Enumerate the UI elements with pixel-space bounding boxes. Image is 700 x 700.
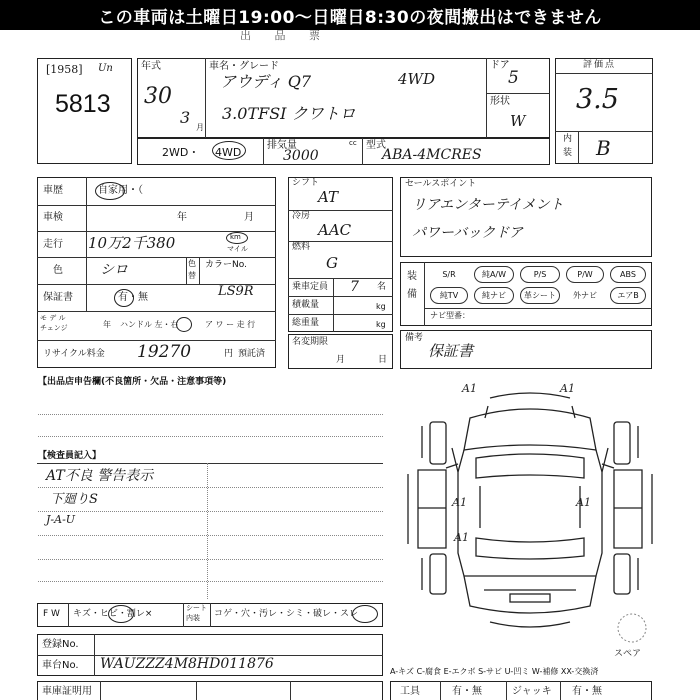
- fw-value: キズ・ヒビ・割レ×: [73, 609, 153, 619]
- equipment-item: 純TV: [430, 287, 468, 304]
- inspector-label: 【検査員記入】: [38, 451, 102, 461]
- title-change-day: 日: [378, 355, 388, 365]
- seat-label-2: 内装: [186, 614, 200, 622]
- sales-points-box: [400, 177, 652, 257]
- shift-value: AT: [318, 188, 339, 206]
- evaluation-label: 評価点: [583, 60, 617, 70]
- shape-value: W: [510, 112, 526, 130]
- drive-2wd: 2WD・: [162, 146, 200, 159]
- recycle-label: リサイクル料金: [43, 349, 105, 359]
- history-label: 車歴: [43, 185, 63, 196]
- equipment-item: P/S: [520, 266, 560, 283]
- inspection-month-unit: 月: [244, 212, 254, 223]
- fuel-value: G: [326, 254, 338, 272]
- sales-point-1: リアエンターテイメント: [412, 197, 564, 213]
- lot-tag: [1958]: [46, 63, 83, 76]
- inspector-note-2: 下廻りS: [50, 492, 98, 507]
- weight-label: 総重量: [292, 318, 320, 328]
- weight-unit: kg: [376, 320, 386, 329]
- drive-system: 4WD: [398, 70, 435, 88]
- inspector-note-3: J-A-U: [46, 513, 76, 526]
- fw-label: F W: [43, 609, 60, 619]
- displacement-unit: cc: [349, 139, 357, 147]
- jack-label: ジャッキ: [512, 686, 552, 697]
- garage-label: 車庫証明用: [42, 686, 92, 697]
- sales-point-2: パワーバックドア: [412, 225, 523, 241]
- grade: 3.0TFSI クワトロ: [222, 104, 356, 123]
- equipment-item: エアB: [610, 287, 646, 304]
- seat-value: コゲ・穴・汚レ・シミ・破レ・スレ: [214, 609, 359, 619]
- color-value: シロ: [100, 262, 128, 278]
- damage-mark-rear-left: A1: [454, 531, 469, 544]
- color-change-1: 色: [188, 259, 196, 268]
- header-title: 出 品 票: [240, 29, 330, 42]
- title-change-label: 名変期限: [292, 337, 329, 347]
- damage-mark-front-right: A1: [560, 382, 575, 395]
- handle-label: ハンドル 左・右: [120, 320, 179, 329]
- equipment-item: 外ナビ: [573, 291, 597, 300]
- capacity-value: 7: [350, 279, 359, 295]
- shift-label: シフト: [292, 178, 320, 188]
- damage-mark-left: A1: [452, 496, 467, 509]
- damage-legend: A-キズ C-腐食 E-エクボ S-サビ U-凹ミ W-補修 XX-交換済: [390, 667, 599, 676]
- equipment-item: S/R: [442, 270, 456, 279]
- warranty-label: 保証書: [43, 292, 73, 303]
- equipment-label-2: 備: [407, 289, 417, 300]
- fw-circle: [108, 605, 134, 623]
- sales-points-label: セールスポイント: [405, 179, 477, 189]
- car-damage-diagram: [400, 378, 665, 668]
- spare-label: スペア: [614, 649, 642, 659]
- load-label: 積載量: [292, 300, 320, 310]
- shape-label: 形状: [490, 96, 510, 107]
- displacement-label: 排気量: [267, 140, 297, 151]
- color-change-2: 替: [188, 271, 196, 280]
- aircon-value: AAC: [318, 221, 352, 239]
- inspection-label: 車検: [43, 212, 63, 223]
- equipment-item: 純A/W: [474, 266, 514, 283]
- inspector-note-1: AT不良 警告表示: [46, 468, 154, 484]
- hour-drive-label: ア ワ ー 走 行: [205, 320, 256, 329]
- color-code-label: カラーNo.: [205, 260, 247, 270]
- model-code-value: ABA-4MCRES: [382, 147, 482, 163]
- model-code-label: 型式: [366, 140, 386, 151]
- fuel-label: 燃料: [292, 242, 311, 252]
- model-change-label-2: チェンジ: [40, 324, 68, 332]
- equipment-item: P/W: [566, 266, 604, 283]
- damage-mark-right: A1: [576, 496, 591, 509]
- year-month-unit: 月: [196, 123, 204, 132]
- notes-label: 備考: [405, 333, 424, 343]
- history-value: 自家用・（: [98, 185, 143, 196]
- aircon-label: 冷房: [292, 211, 311, 221]
- seat-label-1: シート: [186, 604, 207, 612]
- banner-text: この車両は土曜日19:00～日曜日8:30の夜間搬出はできません: [98, 7, 602, 28]
- title-change-month: 月: [336, 355, 346, 365]
- year-value: 30: [144, 84, 172, 109]
- capacity-unit: 名: [377, 282, 387, 292]
- drive-4wd: 4WD: [215, 146, 242, 159]
- model-name: アウディ Q7: [220, 72, 312, 91]
- model-change-year-unit: 年: [103, 320, 111, 329]
- name-label: 車名・グレード: [209, 61, 279, 72]
- lot-tag-suffix: Un: [98, 63, 113, 74]
- mileage-unit-km: km: [230, 233, 241, 241]
- equipment-item: 革シート: [520, 287, 560, 304]
- top-banner: [0, 0, 700, 30]
- notes-value: 保証書: [428, 342, 474, 360]
- lot-number: 5813: [55, 90, 111, 118]
- recycle-value: 19270: [137, 342, 192, 362]
- load-unit: kg: [376, 302, 386, 311]
- equipment-label-1: 装: [407, 271, 417, 282]
- jack-value: 有・無: [572, 686, 602, 697]
- mileage-unit-mile: マイル: [227, 245, 248, 253]
- handle-circle: [176, 317, 192, 332]
- capacity-label: 乗車定員: [292, 282, 329, 292]
- equipment-item: ABS: [610, 266, 646, 283]
- registration-label: 登録No.: [42, 639, 79, 650]
- mileage-label: 走行: [43, 239, 63, 250]
- year-month: 3: [180, 108, 191, 127]
- year-label: 年式: [141, 61, 161, 72]
- interior-label-2: 装: [563, 148, 573, 158]
- door-label: ドア: [490, 60, 510, 71]
- recycle-unit: 円: [224, 349, 234, 359]
- damage-mark-front-left: A1: [462, 382, 477, 395]
- chassis-label: 車台No.: [42, 660, 79, 671]
- model-change-label-1: モ デ ル: [40, 314, 66, 322]
- warranty-value: 有・無: [118, 292, 148, 303]
- interior-label-1: 内: [563, 134, 573, 144]
- recycle-note: 預託済: [238, 349, 266, 359]
- evaluation-score: 3.5: [576, 84, 619, 115]
- interior-score: B: [596, 136, 611, 160]
- door-value: 5: [508, 68, 519, 88]
- mileage-value: 10万2千380: [88, 234, 176, 252]
- dealer-notice: 【出品店申告欄(不良箇所・欠品・注意事項等): [38, 377, 227, 387]
- displacement-value: 3000: [283, 148, 319, 164]
- tools-value: 有・無: [452, 686, 482, 697]
- color-code-value: LS9R: [218, 284, 254, 299]
- inspection-year-unit: 年: [177, 212, 187, 223]
- nav-model-label: ナビ型番：: [430, 311, 470, 320]
- seat-circle: [352, 605, 378, 623]
- chassis-value: WAUZZZ4M8HD011876: [100, 656, 274, 672]
- equipment-item: 純ナビ: [474, 287, 514, 304]
- tools-label: 工具: [400, 686, 420, 697]
- color-label: 色: [53, 265, 63, 276]
